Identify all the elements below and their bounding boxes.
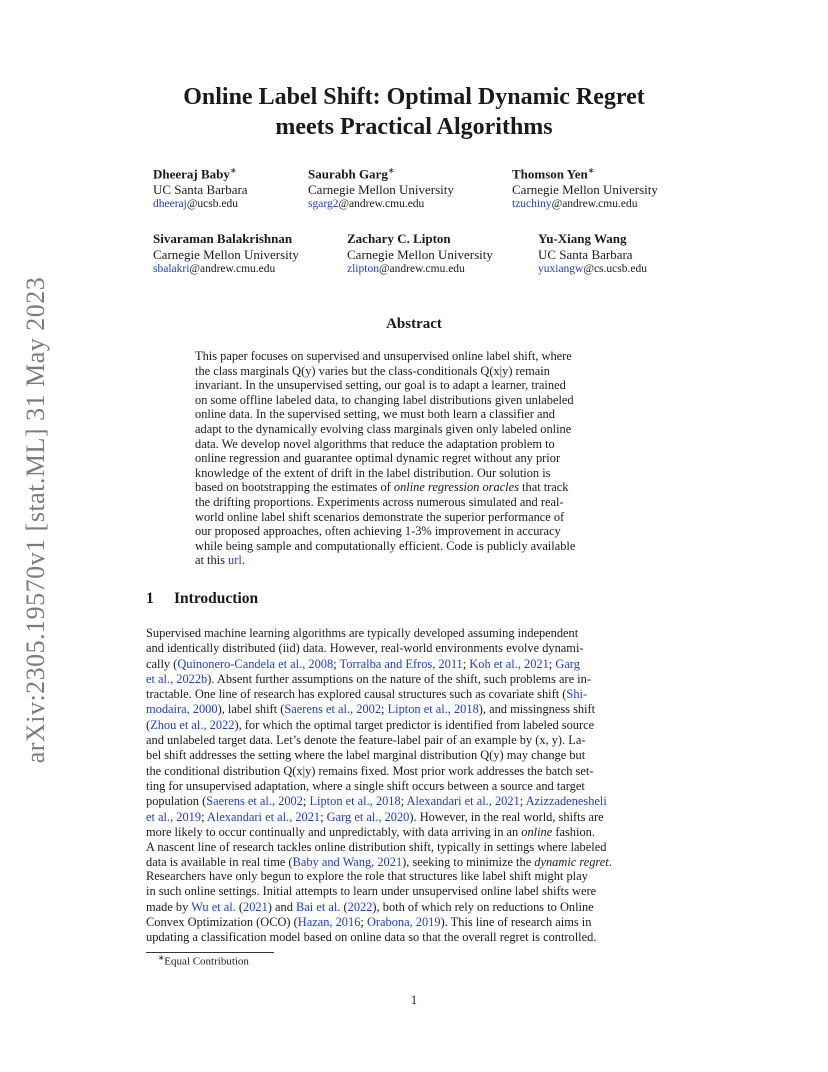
paragraph-line: ting for unsupervised adaptation, where a single shift occurs between a source and target	[146, 778, 585, 793]
arxiv-identifier-text: arXiv:2305.19570v1 [stat.ML] 31 May 2023	[21, 276, 50, 764]
text: ), seeking to minimize the	[402, 855, 535, 870]
arxiv-identifier	[8, 270, 64, 770]
text: ;	[519, 794, 526, 809]
citation-link[interactable]: Baby and Wang, 2021	[292, 855, 403, 870]
paragraph-line: updating a classification model based on online data so that the overall regret is controlled.	[146, 930, 597, 945]
text: (	[146, 717, 151, 732]
paragraph-line	[146, 915, 683, 930]
paragraph-line: A nascent line of research tackles online distribution shift, typically in settings where labeled	[146, 840, 607, 855]
author-affiliation: Carnegie Mellon University	[308, 181, 454, 197]
author-name: Yu-Xiang Wang	[538, 231, 627, 246]
abstract-line: our proposed approaches, often achieving 1-3% improvement in accuracy	[195, 524, 561, 539]
page-number: 1	[410, 993, 418, 1007]
text: ;	[400, 794, 407, 809]
text: made by	[146, 899, 192, 914]
abstract-text: that track	[518, 480, 569, 495]
abstract-line: invariant. In the unsupervised setting, our goal is to adapt a learner, trained	[195, 378, 566, 393]
abstract-line: while being sample and computationally efficient. Code is publicly available	[195, 538, 576, 553]
text: ), and missingness shift	[478, 702, 596, 717]
citation-link[interactable]: Lipton et al., 2018	[387, 702, 479, 717]
paragraph-line: the conditional distribution Q(x|y) remains fixed. Most prior work addresses the batch set-	[146, 763, 594, 778]
paragraph-line: bel shift addresses the setting where the label marginal distribution Q(y) may change but	[146, 748, 586, 763]
email-user-link[interactable]: sbalakri	[153, 263, 190, 275]
citation-link[interactable]: Alexandari et al., 2021	[406, 794, 520, 809]
emphasis: dynamic regret	[534, 855, 609, 870]
paragraph-line	[146, 825, 683, 840]
citation-link[interactable]: Koh et al., 2021	[469, 656, 549, 671]
paragraph-line: Researchers have only begun to explore the role that structures like label shift might play	[146, 869, 588, 883]
citation-link[interactable]: Alexandari et al., 2021	[206, 809, 321, 824]
text: ), for which the optimal target predictor is identified from labeled source	[234, 717, 595, 732]
email-domain: @andrew.cmu.edu	[338, 198, 425, 211]
text: ;	[462, 656, 470, 671]
citation-link[interactable]: modaira, 2000	[146, 702, 218, 717]
footnote-mark: ∗	[158, 953, 165, 962]
text: data is available in real time (	[146, 855, 293, 870]
abstract-emphasis: online regression oracles	[393, 480, 519, 495]
citation-link[interactable]: Zhou et al., 2022	[150, 717, 235, 732]
abstract-line: This paper focuses on supervised and unsupervised online label shift, where	[195, 349, 572, 363]
abstract-text: .	[241, 553, 245, 568]
citation-link[interactable]: Quinonero-Candela et al., 2008	[177, 656, 334, 671]
author-email[interactable]	[153, 262, 299, 278]
email-domain: @andrew.cmu.edu	[189, 263, 276, 275]
email-domain: @cs.ucsb.edu	[583, 263, 647, 275]
abstract-text: at this	[195, 553, 229, 568]
text: ), label shift (	[217, 702, 285, 717]
text: fashion.	[552, 824, 595, 839]
paragraph-line	[146, 810, 683, 825]
author-email[interactable]	[153, 197, 248, 213]
abstract-line: online regression and guarantee optimal dynamic regret without any prior	[195, 451, 561, 466]
text: ;	[381, 702, 388, 717]
author-email[interactable]	[538, 262, 647, 278]
author-block	[512, 163, 658, 213]
author-email[interactable]	[347, 262, 493, 278]
author-email[interactable]	[512, 197, 658, 213]
paragraph-line	[146, 657, 683, 672]
citation-link[interactable]: Saerens et al., 2002	[284, 702, 382, 717]
author-block	[153, 231, 299, 278]
citation-link[interactable]: Hazan, 2016	[297, 914, 361, 929]
citation-link[interactable]: Garg	[555, 656, 580, 671]
citation-link[interactable]: Torralba and Efros, 2011	[339, 656, 463, 671]
section-title: Introduction	[174, 590, 259, 607]
section-number: 1	[146, 590, 154, 607]
paragraph-line	[146, 794, 683, 809]
author-name: Saurabh Garg	[308, 166, 388, 182]
author-affiliation: Carnegie Mellon University	[512, 181, 658, 197]
text: ;	[201, 809, 207, 824]
section-heading	[146, 590, 258, 608]
citation-link[interactable]: Azizzadenesheli	[525, 794, 607, 809]
paragraph-line	[146, 718, 683, 733]
text: tractable. One line of research has explored causal structures such as covariate shift (	[146, 687, 567, 702]
citation-link[interactable]: Orabona, 2019	[366, 914, 441, 929]
author-block	[308, 163, 454, 213]
abstract-line	[195, 553, 635, 568]
abstract-line: world online label shift scenarios demonstrate the superior performance of	[195, 509, 565, 524]
abstract-line: knowledge of the extent of drift in the label distribution. Our solution is	[195, 465, 551, 480]
author-affiliation: UC Santa Barbara	[538, 246, 633, 262]
paragraph-line	[146, 900, 683, 915]
text: ). However, in the real world, shifts are	[409, 809, 604, 824]
author-mark: ∗	[587, 166, 595, 175]
text: ;	[360, 914, 367, 929]
author-block	[153, 163, 248, 213]
text: (	[235, 899, 244, 914]
text: (	[340, 899, 348, 914]
email-user-link[interactable]: sgarg2	[308, 198, 339, 211]
text: ). Absent further assumptions on the nature of the shift, such problems are in-	[207, 671, 591, 686]
paragraph-line	[146, 687, 683, 702]
email-user-link[interactable]: yuxiangw	[538, 263, 584, 275]
author-block	[538, 231, 647, 278]
text: Convex Optimization (OCO) (	[146, 914, 298, 929]
abstract-line: on some offline labeled data, to changing label distributions given unlabeled	[195, 392, 574, 407]
citation-link[interactable]: Garg et al., 2020	[326, 809, 410, 824]
text: ;	[548, 656, 556, 671]
email-user-link[interactable]: tzuchiny	[512, 198, 552, 211]
abstract-line: adapt to the dynamically evolving class marginals given only labeled online	[195, 421, 572, 436]
abstract-body	[195, 349, 635, 568]
abstract-line: the class marginals Q(y) varies but the class-conditionals Q(x|y) remain	[195, 363, 550, 378]
citation-link[interactable]: 2021	[243, 899, 268, 914]
emphasis: online	[521, 824, 553, 839]
author-mark: ∗	[229, 166, 237, 175]
footnote	[158, 953, 249, 968]
citation-link[interactable]: Shi-	[566, 687, 588, 702]
title-line-1: Online Label Shift: Optimal Dynamic Regret	[183, 84, 645, 110]
abstract-text: based on bootstrapping the estimates of	[195, 480, 394, 495]
email-domain: @andrew.cmu.edu	[551, 198, 638, 211]
citation-link[interactable]: 2022	[347, 899, 373, 914]
email-user-link[interactable]: dheeraj	[153, 198, 187, 211]
intro-paragraph-1	[146, 626, 683, 871]
abstract-line: the drifting proportions. Experiments across numerous simulated and real-	[195, 494, 564, 509]
paragraph-line	[146, 702, 683, 717]
abstract-line: data. We develop novel algorithms that reduce the adaptation problem to	[195, 436, 555, 451]
intro-paragraph-2	[146, 869, 683, 945]
text: population (	[146, 794, 207, 809]
text: ;	[333, 656, 340, 671]
email-domain: @andrew.cmu.edu	[378, 263, 465, 275]
author-name: Zachary C. Lipton	[347, 231, 451, 246]
text: .	[608, 855, 612, 870]
author-affiliation: Carnegie Mellon University	[347, 246, 493, 262]
text: cally (	[146, 656, 178, 671]
email-user-link[interactable]: zlipton	[347, 263, 379, 275]
text: ) and	[267, 899, 297, 914]
paragraph-line: in such online settings. Initial attempts to learn under unsupervised online label shifts were	[146, 884, 597, 899]
abstract-heading: Abstract	[386, 316, 442, 332]
author-affiliation: UC Santa Barbara	[153, 181, 248, 197]
author-block	[347, 231, 493, 278]
paragraph-line: and unlabeled target data. Let’s denote the feature-label pair of an example by (x, y). La-	[146, 733, 586, 748]
author-name: Dheeraj Baby	[153, 166, 230, 182]
author-name: Sivaraman Balakrishnan	[153, 231, 293, 246]
text: ). This line of research aims in	[440, 914, 592, 929]
code-url-link[interactable]: url	[228, 553, 242, 568]
author-email[interactable]	[308, 197, 454, 213]
paragraph-line: Supervised machine learning algorithms are typically developed assuming independent	[146, 626, 579, 640]
citation-link[interactable]: Bai et al.	[296, 899, 341, 914]
paragraph-line: and identically distributed (iid) data. However, real-world environments evolve dynami-	[146, 641, 584, 656]
citation-link[interactable]: et al., 2019	[146, 809, 202, 824]
text: ;	[320, 809, 327, 824]
text: ), both of which rely on reductions to Online	[372, 899, 594, 914]
paragraph-line	[146, 672, 683, 687]
abstract-line	[195, 480, 635, 495]
citation-link[interactable]: Wu et al.	[191, 899, 236, 914]
text: ;	[302, 794, 310, 809]
author-mark: ∗	[387, 166, 395, 175]
footnote-text: Equal Contribution	[164, 955, 249, 968]
author-affiliation: Carnegie Mellon University	[153, 246, 299, 262]
paper-title	[100, 82, 728, 142]
abstract-line: online data. In the supervised setting, we must both learn a classifier and	[195, 407, 555, 422]
title-line-2: meets Practical Algorithms	[275, 114, 553, 140]
author-name: Thomson Yen	[512, 166, 588, 182]
text: more likely to occur continually and unpredictably, with data arriving in an	[146, 824, 522, 839]
citation-link[interactable]: Saerens et al., 2002	[206, 794, 303, 809]
citation-link[interactable]: et al., 2022b	[146, 671, 208, 686]
citation-link[interactable]: Lipton et al., 2018	[309, 794, 401, 809]
email-domain: @ucsb.edu	[186, 198, 238, 211]
